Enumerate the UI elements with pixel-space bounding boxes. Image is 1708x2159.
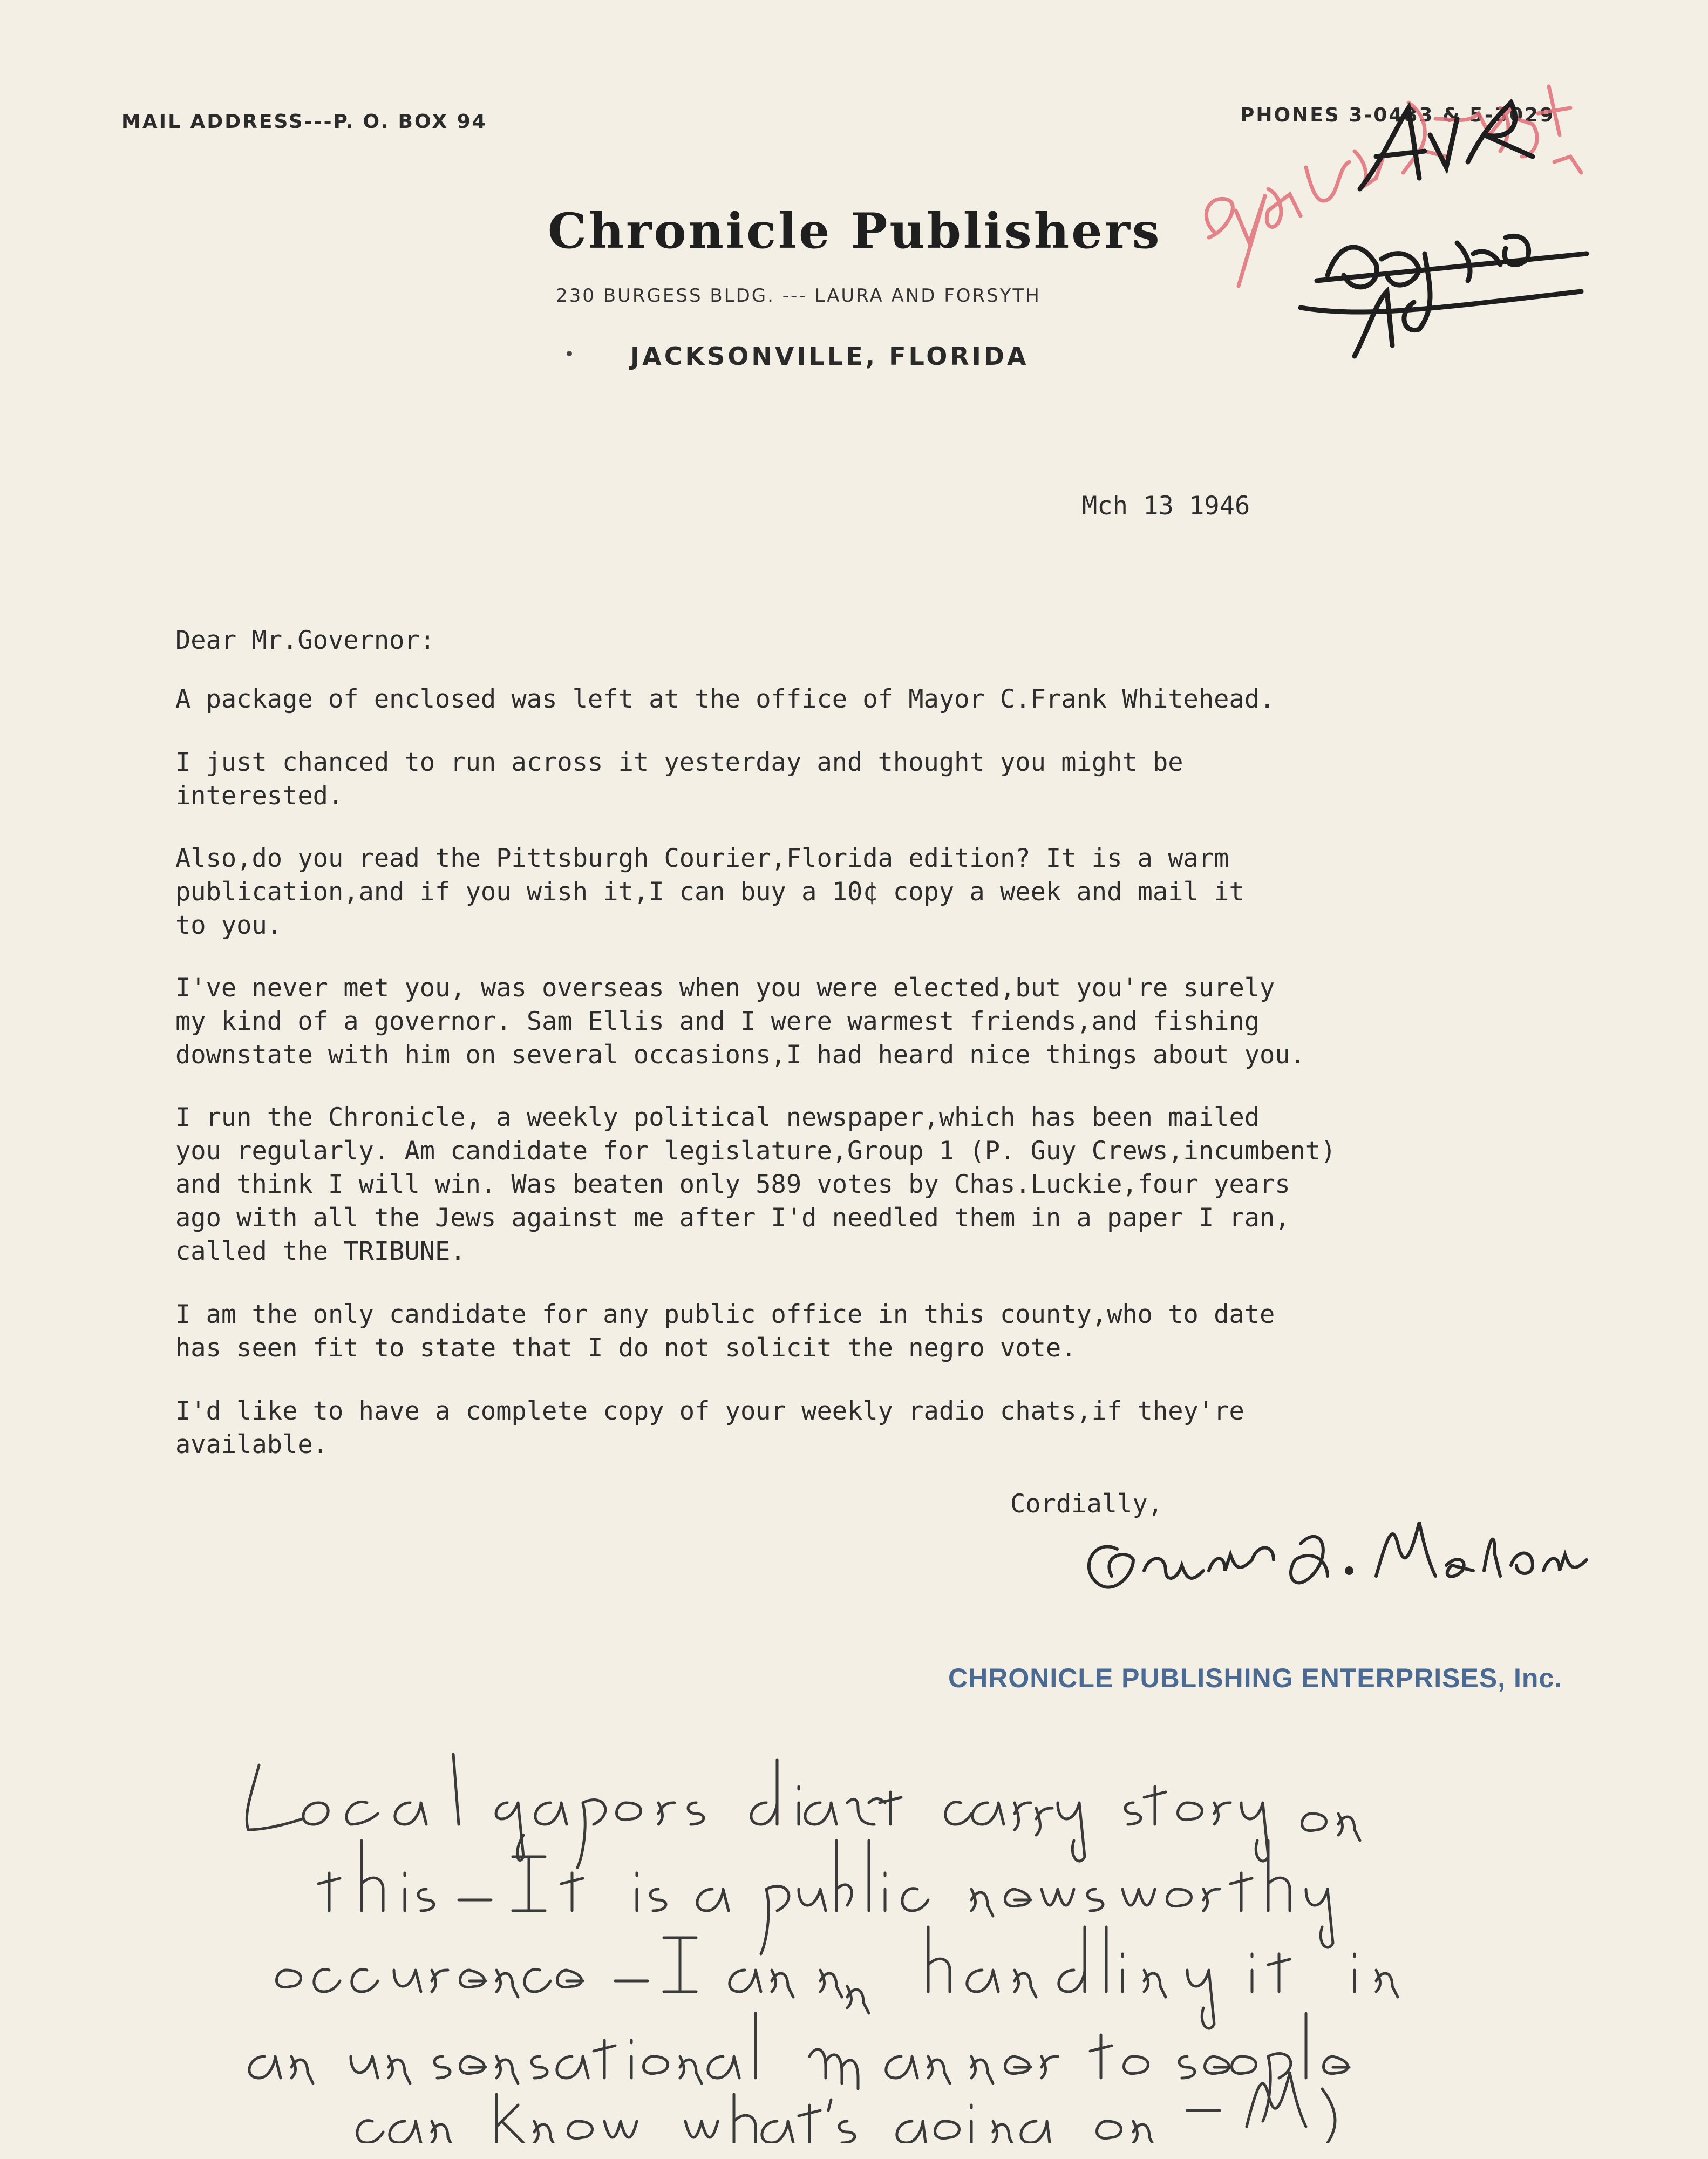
paragraph-6: I am the only candidate for any public office in this county,who to date has seen fit to state that I do not solicit the negro vote. <box>175 1300 1275 1363</box>
handwritten-margin-note <box>227 1722 1630 2143</box>
salutation: Dear Mr.Governor: <box>175 626 435 655</box>
paragraph-3: Also,do you read the Pittsburgh Courier,Florida edition? It is a warm publication,and if you wish it,I can buy a 10¢ copy a week and mail it to you. <box>175 844 1244 940</box>
paragraph-4: I've never met you, was overseas when you were elected,but you're surely my kind of a governor. Sam Ellis and I were warmest friends,and fishing downstate with him on several occasions,I had heard nice things about you. <box>175 973 1305 1070</box>
company-stamp: CHRONICLE PUBLISHING ENTERPRISES, Inc. <box>948 1663 1563 1693</box>
phone-numbers: PHONES 3-0483 & 5-3029 <box>1240 104 1555 126</box>
handwritten-signature <box>1074 1511 1614 1619</box>
letter-date: Mch 13 1946 <box>1082 491 1250 521</box>
decorative-dot <box>567 351 572 356</box>
paragraph-1: A package of enclosed was left at the office of Mayor C.Frank Whitehead. <box>175 684 1275 714</box>
mail-address: MAIL ADDRESS---P. O. BOX 94 <box>121 111 487 133</box>
paragraph-5: I run the Chronicle, a weekly political newspaper,which has been mailed you regularly. Am candidate for legislature,Group 1 (P. Guy Crews,incumbent) and think I will win. Was beaten only 589 votes by Chas.Luckie,four years ago with all the Jews against me after I'd needled them in a paper I ran, called the TRIBUNE. <box>175 1103 1336 1266</box>
pencil-note <box>1301 103 1587 356</box>
paragraph-7: I'd like to have a complete copy of your weekly radio chats,if they're available. <box>175 1396 1244 1459</box>
letterhead-company-name: Chronicle Publishers <box>548 202 1162 260</box>
letterhead-address: 230 BURGESS BLDG. --- LAURA AND FORSYTH <box>556 285 1041 307</box>
closing: Cordially, <box>1010 1489 1163 1519</box>
routing-marks-scribble <box>1176 54 1635 378</box>
paragraph-2: I just chanced to run across it yesterday and thought you might be interested. <box>175 748 1183 811</box>
letterhead-city: JACKSONVILLE, FLORIDA <box>630 342 1029 371</box>
